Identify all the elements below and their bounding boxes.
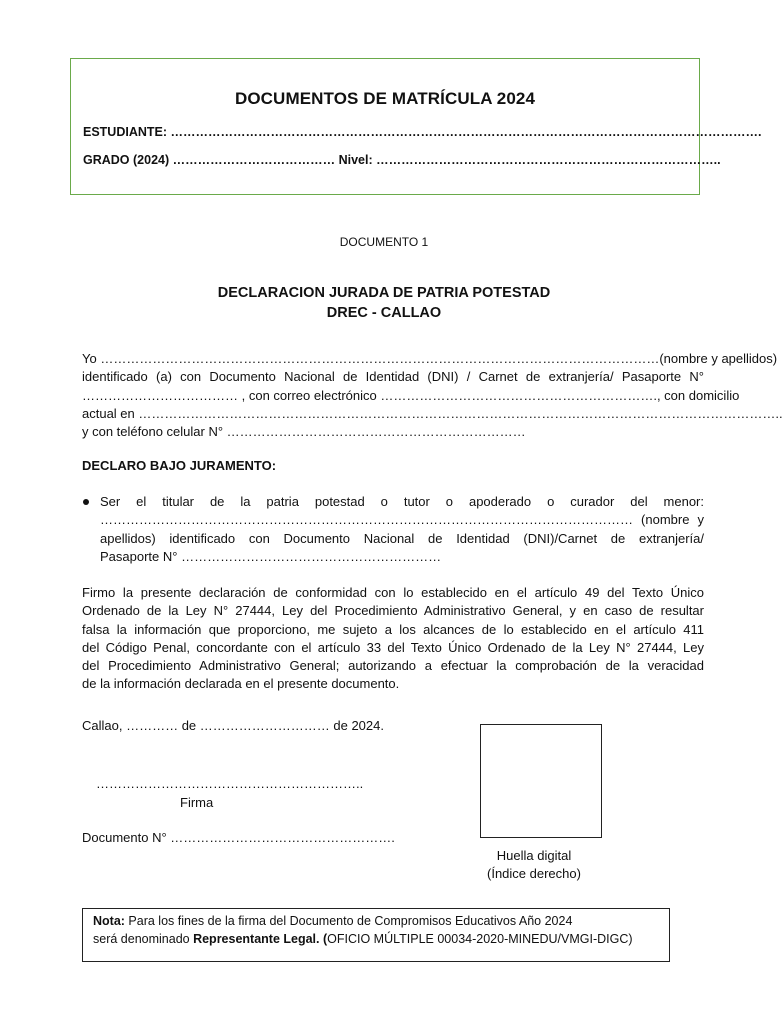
legal-paragraph xyxy=(82,584,704,694)
minor-passport-field[interactable]: Pasaporte N° …………………………………………………… xyxy=(100,548,442,564)
declarant-paragraph xyxy=(82,350,783,441)
note-text-2: será denominado xyxy=(93,931,194,946)
estudiante-field[interactable]: ESTUDIANTE: ……………………………………………………………………………………………………………………………. xyxy=(83,125,762,139)
header-box xyxy=(70,58,762,195)
signature-label: Firma xyxy=(180,795,214,810)
note-paren: ( xyxy=(319,931,328,946)
declarant-name-field[interactable]: Yo …………………………………………………………………………………………………………………(nombre y apellidos) xyxy=(82,351,778,366)
note-label: Nota: xyxy=(93,914,125,928)
legal-line: de la información declarada en el presente documento. xyxy=(82,676,400,692)
declarant-email-field[interactable]: ……………………………… , con correo electrónico ………………………………………………………., con domicilio xyxy=(82,387,740,403)
document-title: DECLARACION JURADA DE PATRIA POTESTAD xyxy=(217,285,551,301)
bullet-icon xyxy=(83,499,89,505)
document-number: DOCUMENTO 1 xyxy=(339,235,429,249)
date-field[interactable]: Callao, ………… de ………………………… de 2024. xyxy=(82,718,384,733)
page-title: DOCUMENTOS DE MATRÍCULA 2024 xyxy=(234,89,536,108)
legal-line: del Procedimiento Administrativo General; autorizando a efectuar la comprobación de la veracidad xyxy=(82,658,704,674)
document-subtitle: DREC - CALLAO xyxy=(326,305,442,321)
fingerprint-label: Huella digital xyxy=(496,848,572,863)
declarant-id-line: identificado (a) con Documento Nacional de Identidad (DNI) / Carnet de extranjería/ Pasaporte N° xyxy=(82,369,704,385)
note-box xyxy=(82,908,670,962)
declaro-heading: DECLARO BAJO JURAMENTO: xyxy=(82,458,277,473)
note-line-2 xyxy=(93,931,659,949)
legal-line: del Código Penal, concordante con el artículo 33 del Texto Único Ordenado de la Ley N° 27444, Ley xyxy=(82,639,704,655)
oficio-reference: OFICIO MÚLTIPLE 00034-2020-MINEDU/VMGI-DIGC) xyxy=(327,931,633,946)
declarant-phone-field[interactable]: y con teléfono celular N° …………………………………………………………… xyxy=(82,424,526,440)
document-number-field[interactable]: Documento N° ……………………………………………. xyxy=(82,830,395,845)
grado-nivel-field[interactable]: GRADO (2024) ………………………………… Nivel: ……………………………………………………………………….. xyxy=(83,153,721,167)
declarant-address-field[interactable]: actual en ………………………………………………………………………………………………………………………………….. xyxy=(82,405,783,421)
legal-line: Firmo la presente declaración de conformidad con lo establecido en el artículo 49 del Texto Único xyxy=(82,585,704,600)
note-line-1 xyxy=(93,913,659,931)
legal-line: falsa la información que proporciono, me sujeto a los alcances de lo establecido en el artículo 411 xyxy=(82,621,704,637)
fingerprint-box[interactable] xyxy=(480,724,602,838)
note-text: Para los fines de la firma del Documento de Compromisos Educativos Año 2024 xyxy=(124,914,573,928)
guardian-text: Ser el titular de la patria potestad o tutor o apoderado o curador del menor: xyxy=(100,494,704,509)
minor-id-line: apellidos) identificado con Documento Nacional de Identidad (DNI)/Carnet de extranjería/ xyxy=(100,530,704,546)
guardian-bullet xyxy=(100,493,704,566)
fingerprint-sublabel: (Índice derecho) xyxy=(487,866,581,881)
minor-name-field[interactable]: …………………………………………………………………………………………………………… (nombre y xyxy=(100,512,704,528)
signature-line[interactable]: …………………………………………………….. xyxy=(96,776,364,791)
legal-line: Ordenado de la Ley N° 27444, Ley del Procedimiento Administrativo General, y en caso de resultar xyxy=(82,603,704,619)
representante-legal-term: Representante Legal. xyxy=(193,931,320,946)
